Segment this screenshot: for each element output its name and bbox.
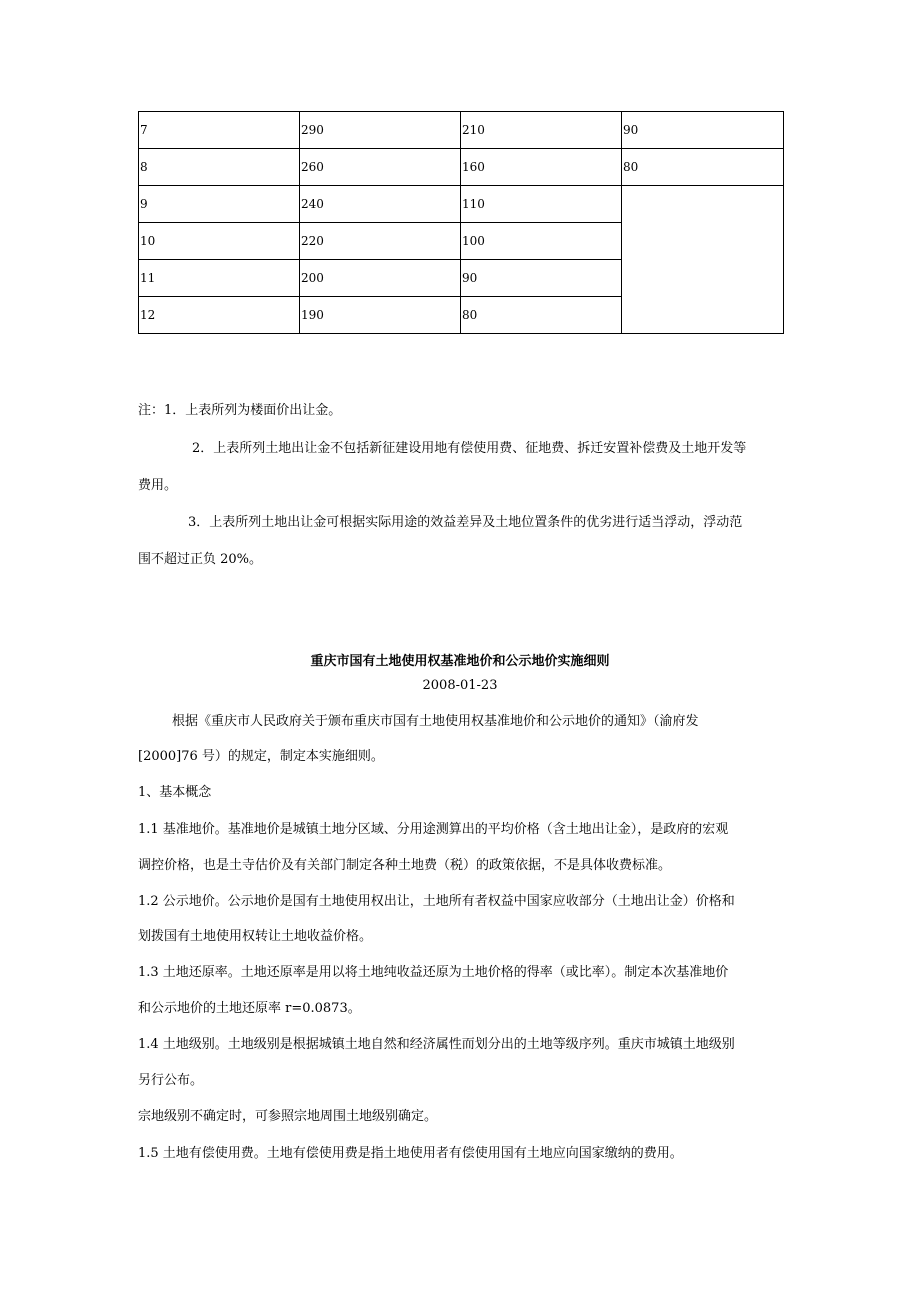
- table-cell: 10: [139, 223, 300, 260]
- table-cell: 190: [300, 297, 461, 334]
- paragraph-1-4-line-1: 1.4 土地级别。土地级别是根据城镇土地自然和经济属性而划分出的土地等级序列。重庆市城镇土地级别: [138, 1037, 735, 1052]
- table-cell: 7: [139, 112, 300, 149]
- table-cell: 80: [461, 297, 622, 334]
- table-cell: 210: [461, 112, 622, 149]
- table-row: [139, 149, 784, 186]
- paragraph-1-1-line-1: 1.1 基准地价。基准地价是城镇土地分区域、分用途测算出的平均价格（含土地出让金），是政府的宏观: [138, 822, 729, 837]
- paragraph-1-3-line-1: 1.3 土地还原率。土地还原率是用以将土地纯收益还原为土地价格的得率（或比率）。制定本次基准地价: [138, 965, 729, 980]
- table-cell: 9: [139, 186, 300, 223]
- table-cell: 100: [461, 223, 622, 260]
- section-heading: 1、基本概念: [138, 785, 212, 800]
- table-cell: 290: [300, 112, 461, 149]
- table-cell: 160: [461, 149, 622, 186]
- paragraph-intro-line-2: [2000]76 号）的规定，制定本实施细则。: [138, 749, 384, 764]
- paragraph-1-4-line-2: 另行公布。: [138, 1073, 204, 1088]
- note-3-line-2: 围不超过正负 20%。: [138, 552, 263, 567]
- table-cell: 200: [300, 260, 461, 297]
- paragraph-1-1-line-2: 调控价格，也是土寺估价及有关部门制定各种土地费（税）的政策依据，不是具体收费标准。: [138, 858, 672, 873]
- table-row: [139, 186, 784, 223]
- paragraph-intro-line-1: 根据《重庆市人民政府关于颁布重庆市国有土地使用权基准地价和公示地价的通知》（渝府发: [172, 714, 699, 729]
- table-cell: 220: [300, 223, 461, 260]
- table-cell: 240: [300, 186, 461, 223]
- paragraph-1-4-line-3: 宗地级别不确定时，可参照宗地周围土地级别确定。: [138, 1109, 438, 1124]
- paragraph-1-2-line-2: 划拨国有土地使用权转让土地收益价格。: [138, 929, 373, 944]
- paragraph-1-2-line-1: 1.2 公示地价。公示地价是国有土地使用权出让，土地所有者权益中国家应收部分（土地出让金）价格和: [138, 894, 735, 909]
- table-cell: 8: [139, 149, 300, 186]
- table-cell: 80: [622, 149, 784, 186]
- table-cell: 12: [139, 297, 300, 334]
- price-table: [138, 111, 784, 334]
- note-3-line-1: 3．上表所列土地出让金可根据实际用途的效益差异及土地位置条件的优劣进行适当浮动，浮动范: [188, 515, 743, 530]
- table-row: [139, 112, 784, 149]
- note-2-line-2: 费用。: [138, 478, 178, 493]
- note-2-line-1: 2．上表所列土地出让金不包括新征建设用地有偿使用费、征地费、拆迁安置补偿费及土地开发等: [192, 441, 747, 456]
- table-cell: 90: [622, 112, 784, 149]
- paragraph-1-3-line-2: 和公示地价的土地还原率 r=0.0873。: [138, 1001, 361, 1016]
- table-cell: 110: [461, 186, 622, 223]
- paragraph-1-5: 1.5 土地有偿使用费。土地有偿使用费是指土地使用者有偿使用国有土地应向国家缴纳的费用。: [138, 1146, 683, 1161]
- table-cell: 260: [300, 149, 461, 186]
- table-cell: 11: [139, 260, 300, 297]
- note-1: 注：1．上表所列为楼面价出让金。: [138, 403, 342, 418]
- article-date: 2008-01-23: [422, 678, 498, 693]
- article-title: 重庆市国有土地使用权基准地价和公示地价实施细则: [310, 654, 610, 669]
- table-cell: 90: [461, 260, 622, 297]
- table-cell-merged-empty: [622, 186, 784, 334]
